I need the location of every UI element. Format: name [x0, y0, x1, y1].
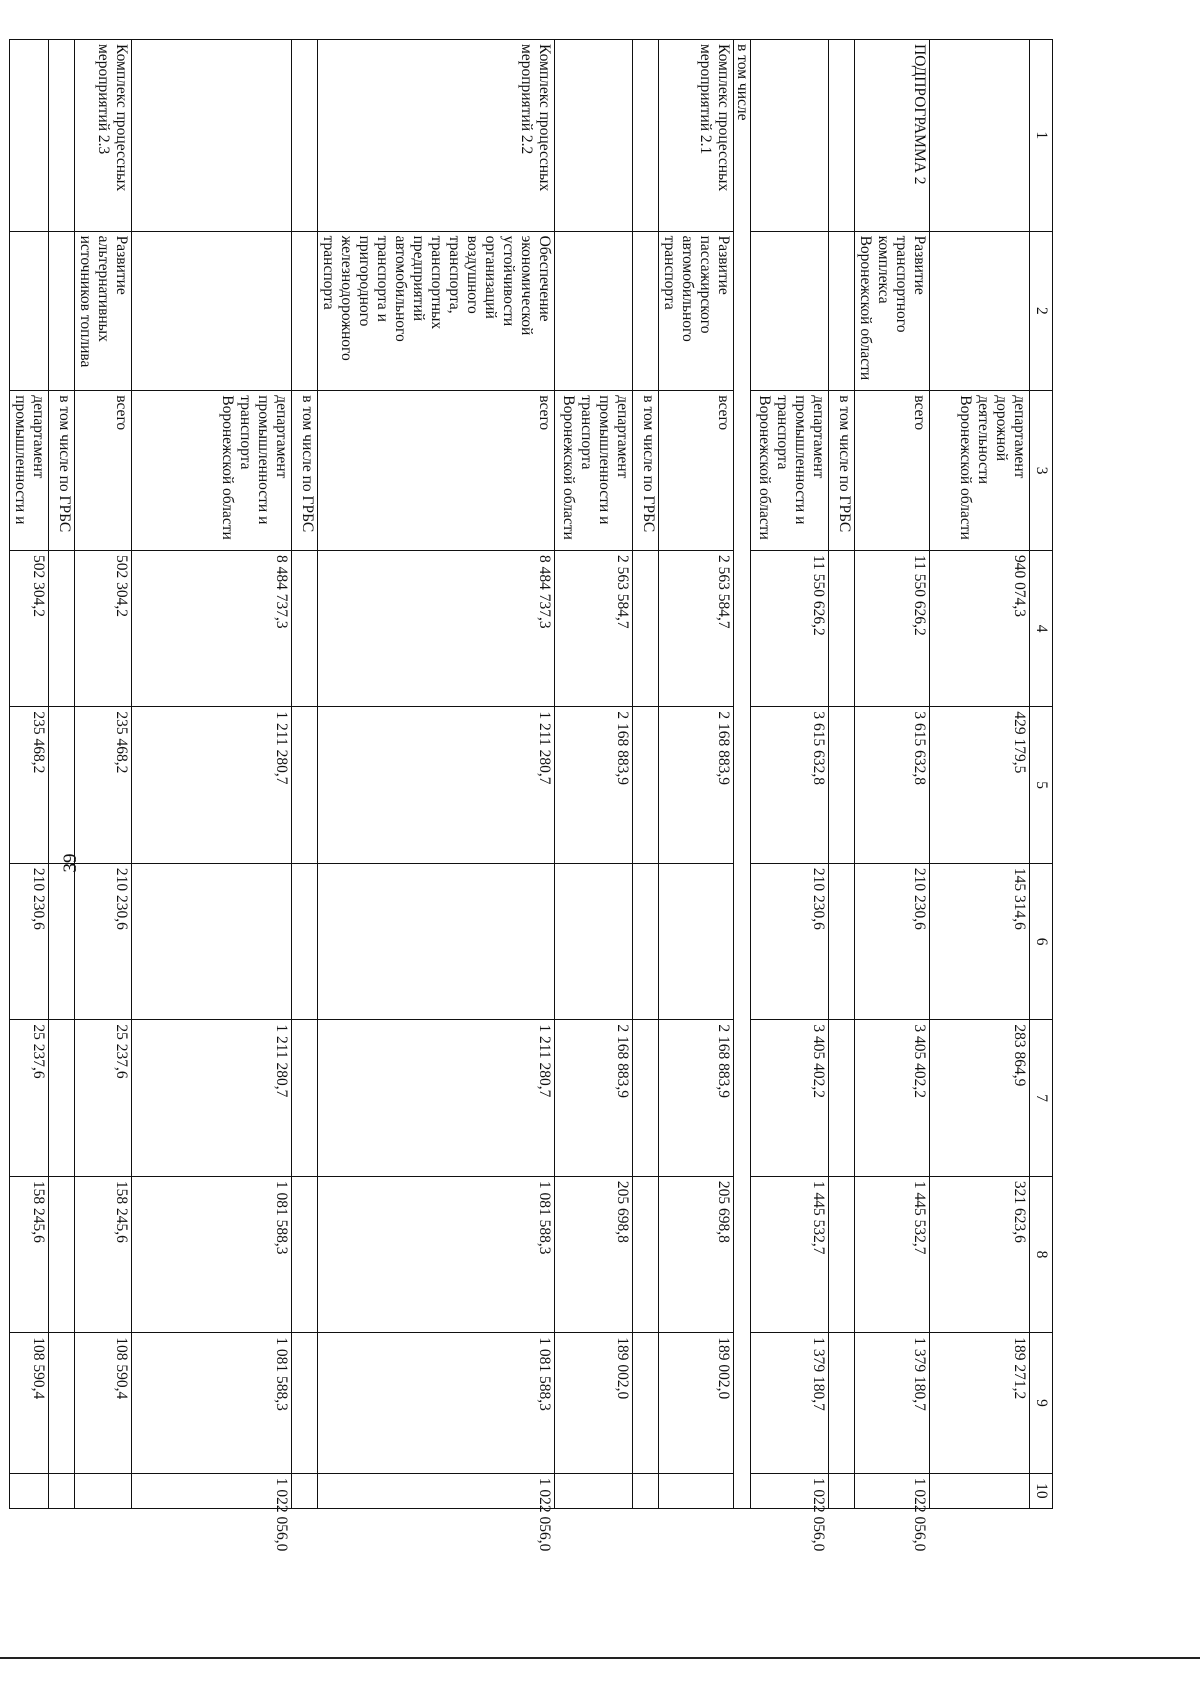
table-cell: 158 245,6 — [10, 1176, 49, 1332]
header-row — [1030, 40, 1053, 1509]
table-cell: Обеспечение экономической устойчивости организаций воздушного транспорта, транспортных предприятий автомобильного транспорта и пригородного железнодорожного транспорта — [318, 231, 555, 391]
table-cell: 1 211 280,7 — [132, 1020, 292, 1176]
table-cell: 1 081 588,3 — [132, 1176, 292, 1332]
table-cell: 11 550 626,2 — [855, 550, 930, 706]
table-cell: 1 211 280,7 — [318, 707, 555, 863]
table-cell: Развитие транспортного комплекса Воронежской области — [855, 231, 930, 391]
table-cell — [829, 863, 855, 1019]
table-cell — [132, 863, 292, 1019]
table-cell: департамент промышленности и транспорта Воронежской области — [751, 391, 829, 551]
table-cell: всего — [659, 391, 734, 551]
page-number: 39 — [60, 853, 81, 873]
table-cell: в том числе по ГРБС — [829, 391, 855, 551]
table-cell — [49, 1333, 75, 1474]
table-cell — [292, 550, 318, 706]
table-cell: 205 698,8 — [555, 1176, 633, 1332]
table-cell — [633, 707, 659, 863]
table-cell: 235 468,2 — [75, 707, 132, 863]
table-body — [10, 40, 1053, 1552]
header-cell: 10 — [1030, 1473, 1053, 1508]
table-cell — [633, 863, 659, 1019]
header-cell: 8 — [1030, 1176, 1053, 1332]
table-cell: 2 168 883,9 — [555, 707, 633, 863]
table-cell: 210 230,6 — [751, 863, 829, 1019]
table-cell: 502 304,2 — [10, 550, 49, 706]
table-cell: 108 590,4 — [10, 1333, 49, 1474]
table-cell — [49, 1020, 75, 1176]
table-cell — [633, 40, 659, 232]
table-row — [829, 40, 855, 1509]
table-cell: 1 211 280,7 — [318, 1020, 555, 1176]
table-cell — [633, 231, 659, 391]
table-cell: Комплекс процессных мероприятий 2.2 — [318, 40, 555, 232]
table-cell: всего — [75, 391, 132, 551]
table-cell — [49, 1176, 75, 1332]
table-row — [292, 40, 318, 1509]
table-cell — [132, 40, 292, 232]
table-cell — [318, 863, 555, 1019]
header-cell: 6 — [1030, 863, 1053, 1019]
table-row — [734, 40, 751, 1509]
header-cell: 3 — [1030, 391, 1053, 551]
table-cell: в том числе по ГРБС — [633, 391, 659, 551]
table-row — [555, 40, 633, 1509]
table-cell: 1 022 056,0 — [751, 1473, 829, 1508]
table-cell: 189 002,0 — [555, 1333, 633, 1474]
header-cell: 9 — [1030, 1333, 1053, 1474]
table-cell: 3 405 402,2 — [855, 1020, 930, 1176]
table-cell: 145 314,6 — [930, 863, 1030, 1019]
table-row — [132, 40, 292, 1509]
table-cell — [555, 863, 633, 1019]
table-cell — [49, 1473, 75, 1508]
table-cell: всего — [855, 391, 930, 551]
table-cell: в том числе по ГРБС — [49, 391, 75, 551]
table-cell — [49, 707, 75, 863]
table-cell — [829, 231, 855, 391]
table-cell: 1 211 280,7 — [132, 707, 292, 863]
table-cell — [555, 231, 633, 391]
bottom-rule — [0, 1657, 1200, 1659]
header-cell: 7 — [1030, 1020, 1053, 1176]
table-cell: 1 081 588,3 — [318, 1333, 555, 1474]
table-cell — [659, 1473, 734, 1508]
table-cell: 25 237,6 — [10, 1020, 49, 1176]
table-cell — [930, 40, 1030, 232]
table-cell — [829, 1333, 855, 1474]
table-cell: 2 168 883,9 — [659, 707, 734, 863]
table-cell — [751, 40, 829, 232]
table-cell: 1 081 588,3 — [132, 1333, 292, 1474]
table-cell — [633, 1020, 659, 1176]
table-cell: 2 563 584,7 — [555, 550, 633, 706]
header-cell: 1 — [1030, 40, 1053, 232]
table-cell: ПОДПРОГРАММА 2 — [855, 40, 930, 232]
table-cell: Развитие альтернативных источников топлива — [75, 231, 132, 391]
table-cell: 3 405 402,2 — [751, 1020, 829, 1176]
table-cell: Комплекс процессных мероприятий 2.1 — [659, 40, 734, 232]
table-cell: Комплекс процессных мероприятий 2.3 — [75, 40, 132, 232]
table-row — [75, 40, 132, 1509]
table-cell — [10, 231, 49, 391]
table-cell: 940 074,3 — [930, 550, 1030, 706]
table-cell: 1 445 532,7 — [751, 1176, 829, 1332]
table-cell — [292, 1020, 318, 1176]
table-cell — [292, 863, 318, 1019]
table-cell — [132, 231, 292, 391]
table-cell — [829, 40, 855, 232]
table-cell — [49, 231, 75, 391]
table-cell: 1 379 180,7 — [751, 1333, 829, 1474]
table-cell: 189 002,0 — [659, 1333, 734, 1474]
header-cell: 4 — [1030, 550, 1053, 706]
table-cell: 189 271,2 — [930, 1333, 1030, 1474]
table-cell — [829, 550, 855, 706]
table-cell: 210 230,6 — [75, 863, 132, 1019]
table-cell: 8 484 737,3 — [132, 550, 292, 706]
table-cell — [829, 1473, 855, 1508]
table-cell: в том числе по ГРБС — [292, 391, 318, 551]
table-cell — [10, 1473, 49, 1508]
table-cell: 1 379 180,7 — [855, 1333, 930, 1474]
table-cell — [633, 1333, 659, 1474]
table-row — [318, 40, 555, 1509]
table-cell — [751, 231, 829, 391]
table-cell: департамент промышленности и — [10, 391, 49, 551]
table-row — [49, 40, 75, 1509]
table-cell: 1 022 056,0 — [132, 1473, 292, 1508]
table-cell — [930, 1473, 1030, 1508]
table-cell: 8 484 737,3 — [318, 550, 555, 706]
table-row — [659, 40, 734, 1509]
table-cell: департамент дорожной деятельности Воронежской области — [930, 391, 1030, 551]
table-cell: 3 615 632,8 — [751, 707, 829, 863]
table-cell — [555, 1473, 633, 1508]
table-cell: 2 168 883,9 — [555, 1020, 633, 1176]
table-cell: 210 230,6 — [855, 863, 930, 1019]
table-cell: 1 445 532,7 — [855, 1176, 930, 1332]
section-label: в том числе — [734, 40, 751, 1509]
table-cell: 2 563 584,7 — [659, 550, 734, 706]
table-cell: 205 698,8 — [659, 1176, 734, 1332]
table-cell: 108 590,4 — [75, 1333, 132, 1474]
table-cell — [633, 1473, 659, 1508]
rotated-table-wrapper — [12, 39, 1053, 1552]
table-cell: 2 168 883,9 — [659, 1020, 734, 1176]
table-cell — [49, 40, 75, 232]
budget-table — [9, 39, 1053, 1552]
table-cell: департамент промышленности и транспорта Воронежской области — [555, 391, 633, 551]
table-cell: 235 468,2 — [10, 707, 49, 863]
table-cell — [292, 40, 318, 232]
table-cell — [75, 1473, 132, 1508]
header-cell: 5 — [1030, 707, 1053, 863]
table-cell — [292, 1473, 318, 1508]
table-cell — [49, 863, 75, 1019]
table-cell — [292, 1176, 318, 1332]
table-cell: 429 179,5 — [930, 707, 1030, 863]
table-cell: 3 615 632,8 — [855, 707, 930, 863]
table-cell — [555, 40, 633, 232]
table-cell — [292, 1333, 318, 1474]
table-row — [633, 40, 659, 1509]
table-cell: Развитие пассажирского автомобильного транспорта — [659, 231, 734, 391]
table-cell — [829, 1020, 855, 1176]
table-row — [855, 40, 930, 1509]
table-row — [930, 40, 1030, 1509]
table-cell: департамент промышленности и транспорта Воронежской области — [132, 391, 292, 551]
table-cell — [292, 707, 318, 863]
table-cell: 502 304,2 — [75, 550, 132, 706]
table-cell — [49, 550, 75, 706]
table-cell — [10, 40, 49, 232]
table-cell — [659, 863, 734, 1019]
table-cell: 1 022 056,0 — [855, 1473, 930, 1508]
table-cell: всего — [318, 391, 555, 551]
table-cell — [829, 707, 855, 863]
table-row — [751, 40, 829, 1509]
table-cell: 158 245,6 — [75, 1176, 132, 1332]
table-cell — [930, 231, 1030, 391]
table-cell: 210 230,6 — [10, 863, 49, 1019]
table-cell: 11 550 626,2 — [751, 550, 829, 706]
table-cell — [633, 550, 659, 706]
table-cell: 321 623,6 — [930, 1176, 1030, 1332]
table-row — [10, 40, 49, 1509]
table-cell: 25 237,6 — [75, 1020, 132, 1176]
table-cell: 1 081 588,3 — [318, 1176, 555, 1332]
table-cell — [829, 1176, 855, 1332]
table-cell — [633, 1176, 659, 1332]
table-cell: 1 022 056,0 — [318, 1473, 555, 1508]
header-cell: 2 — [1030, 231, 1053, 391]
table-cell: 283 864,9 — [930, 1020, 1030, 1176]
table-cell — [292, 231, 318, 391]
